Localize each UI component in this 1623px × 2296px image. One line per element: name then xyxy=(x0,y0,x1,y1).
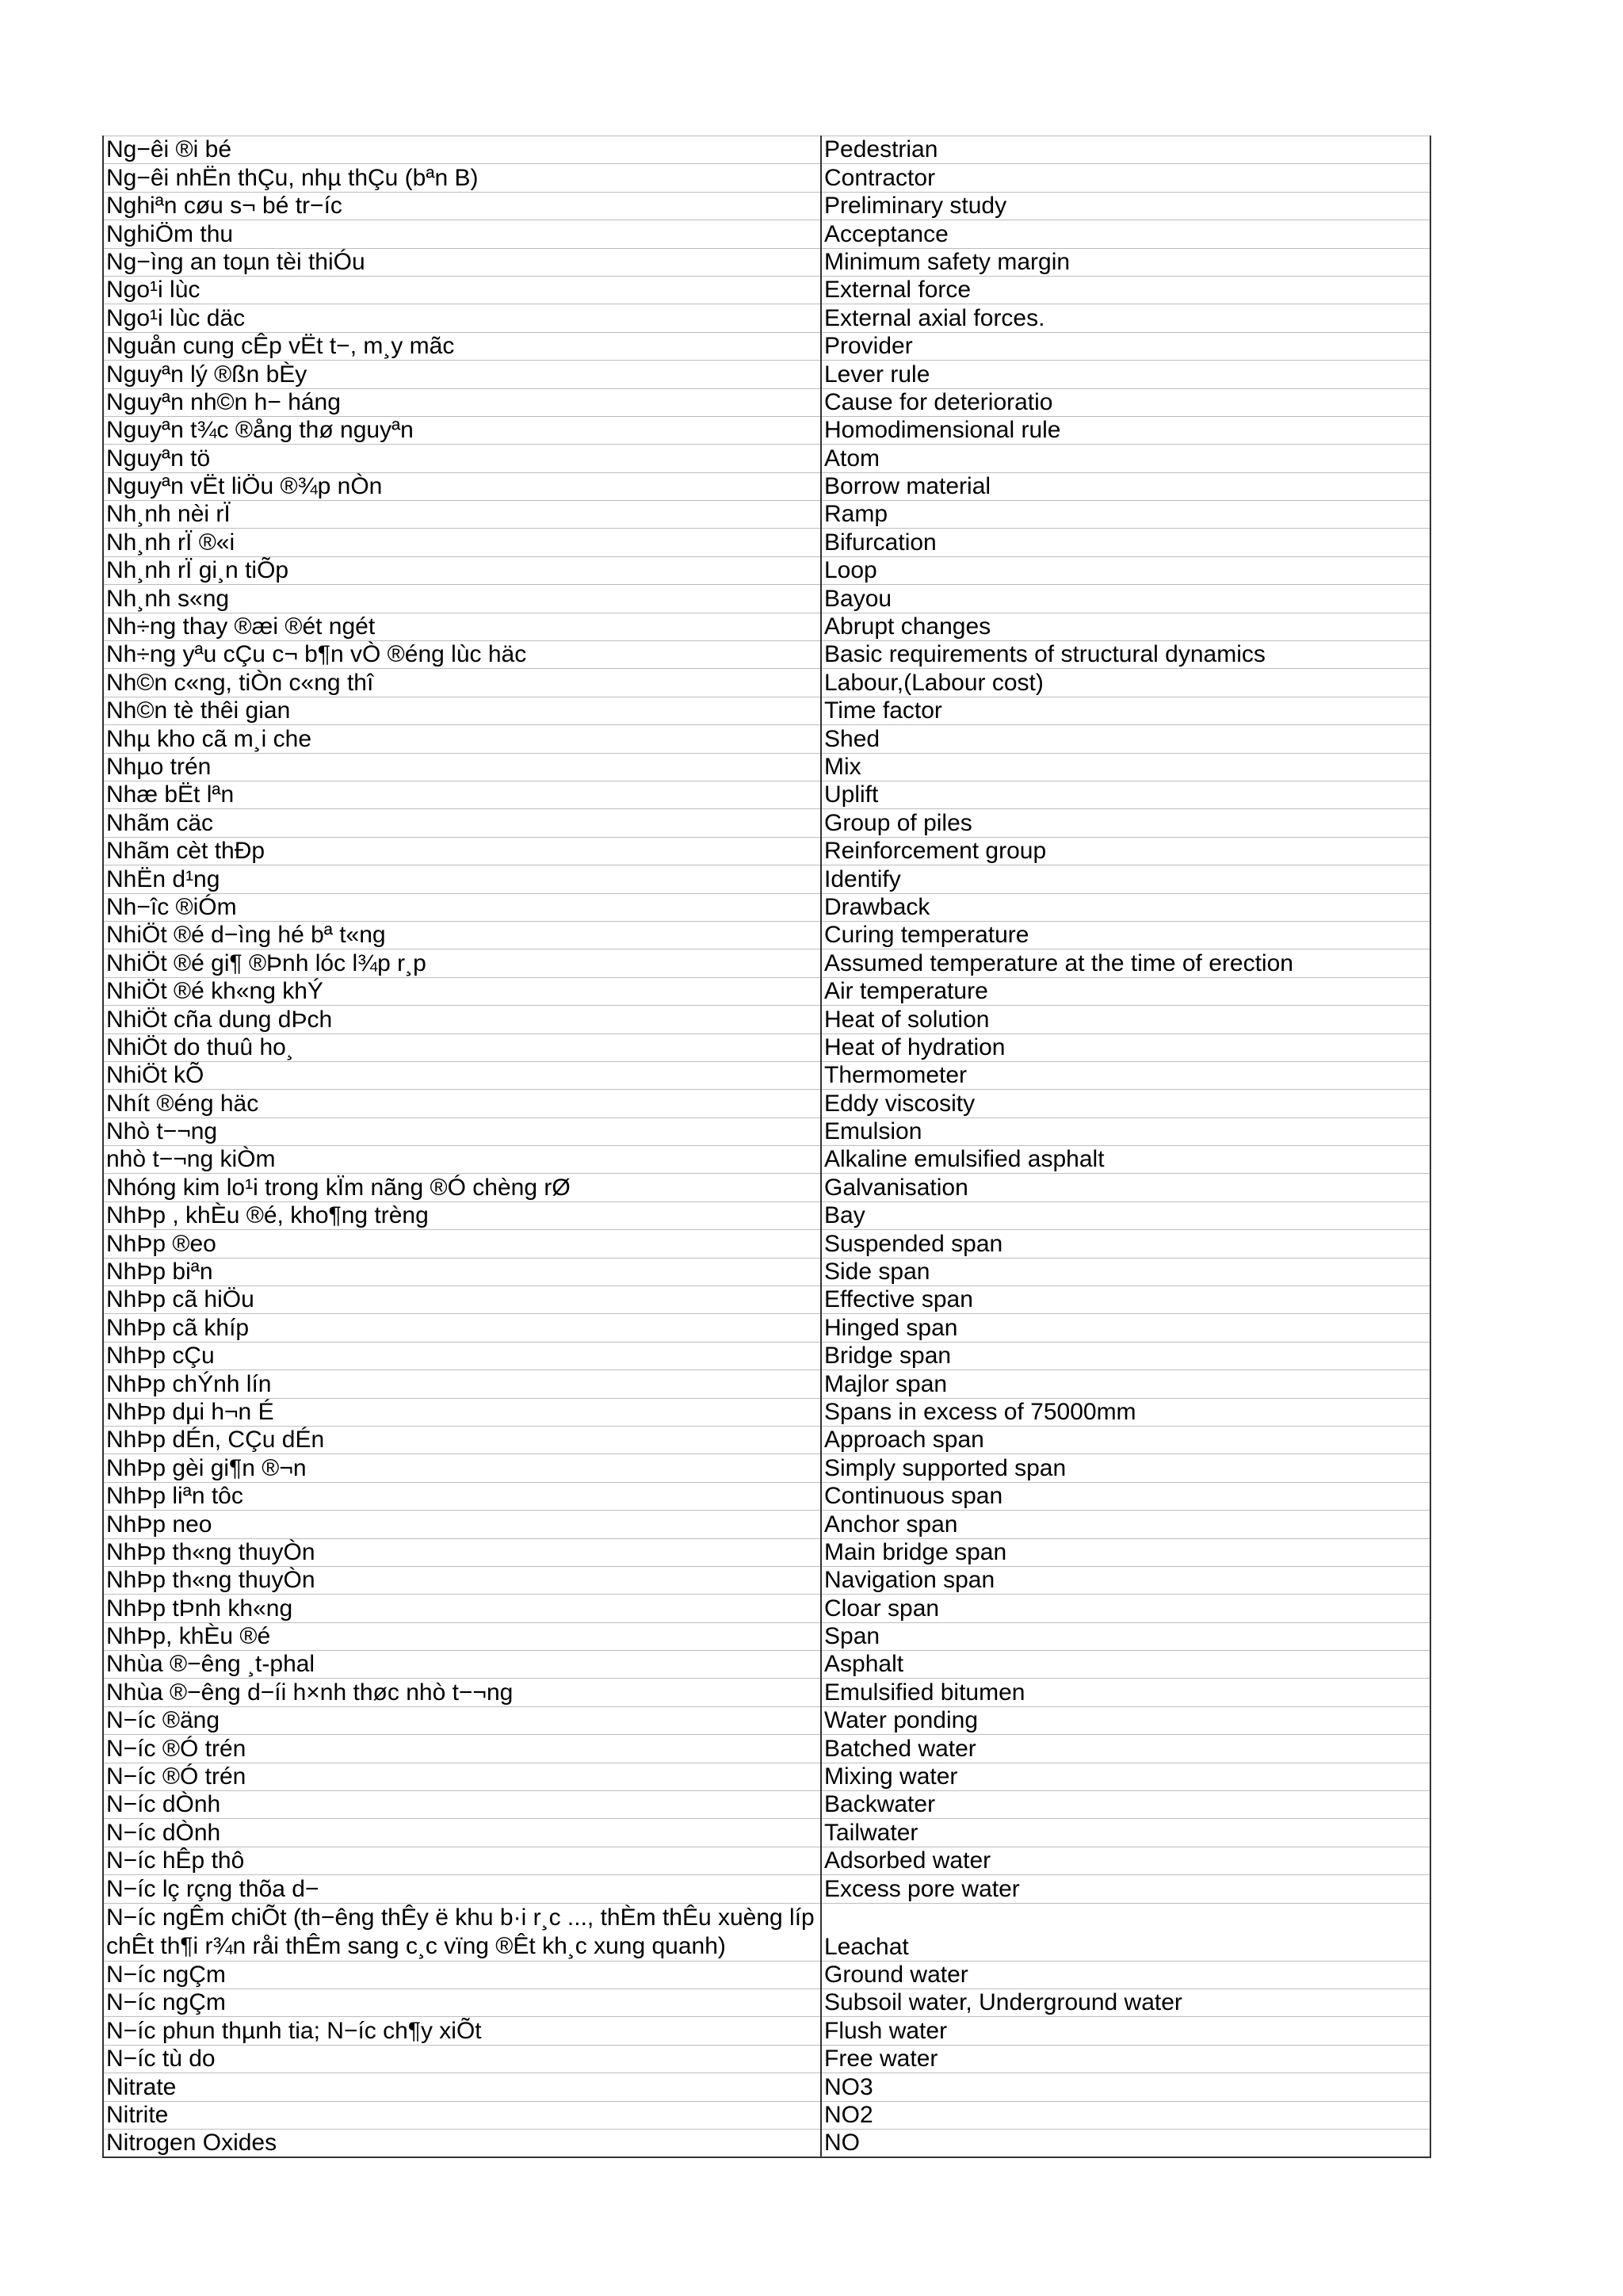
vietnamese-term: NhÞp liªn tôc xyxy=(103,1482,821,1510)
english-term: Pedestrian xyxy=(821,136,1430,164)
english-term: Reinforcement group xyxy=(821,837,1430,865)
english-term: Simply supported span xyxy=(821,1454,1430,1482)
english-term: Group of piles xyxy=(821,809,1430,837)
vietnamese-term: N−íc ngÊm chiÕt (th−êng thÊy ë khu b·i r¸c ..., thÈm thÊu xuèng líp chÊt th¶i r¾n råi thÊm sang c¸c vïng ®Êt kh¸c xung quanh) xyxy=(103,1903,821,1961)
table-row xyxy=(103,192,1430,220)
vietnamese-term: Nhãm cèt thÐp xyxy=(103,837,821,865)
english-term: Bifurcation xyxy=(821,529,1430,556)
english-term: Effective span xyxy=(821,1286,1430,1314)
vietnamese-term: Nh¸nh rÏ gi¸n tiÕp xyxy=(103,556,821,584)
table-row xyxy=(103,1117,1430,1145)
vietnamese-term: N−íc ®Ó trén xyxy=(103,1735,821,1763)
english-term: Emulsion xyxy=(821,1117,1430,1145)
vietnamese-term: Nhùa ®−êng ¸t-phal xyxy=(103,1651,821,1679)
table-row xyxy=(103,1370,1430,1398)
english-term: Subsoil water, Underground water xyxy=(821,1989,1430,2017)
vietnamese-term: NhËn d¹ng xyxy=(103,865,821,893)
table-row xyxy=(103,613,1430,640)
table-row xyxy=(103,1314,1430,1342)
vietnamese-term: nhò t−¬ng kiÒm xyxy=(103,1146,821,1174)
table-row xyxy=(103,1763,1430,1790)
table-row xyxy=(103,501,1430,529)
english-term: Heat of hydration xyxy=(821,1033,1430,1061)
vietnamese-term: Nhò t−¬ng xyxy=(103,1117,821,1145)
vietnamese-term: Nhµ kho cã m¸i che xyxy=(103,725,821,753)
english-term: Contractor xyxy=(821,164,1430,192)
english-term: Time factor xyxy=(821,697,1430,724)
vietnamese-term: Nh÷ng yªu cÇu c¬ b¶n vÒ ®éng lùc häc xyxy=(103,641,821,669)
english-term: Uplift xyxy=(821,781,1430,808)
english-term: Adsorbed water xyxy=(821,1847,1430,1874)
table-row xyxy=(103,585,1430,613)
vietnamese-term: NhiÖt do thuû ho¸ xyxy=(103,1033,821,1061)
table-row xyxy=(103,1146,1430,1174)
vietnamese-term: Ng−êi ®i bé xyxy=(103,136,821,164)
vietnamese-term: NhÞp gèi gi¶n ®¬n xyxy=(103,1454,821,1482)
vietnamese-term: Nghiªn cøu s¬ bé tr−íc xyxy=(103,192,821,220)
english-term: Mix xyxy=(821,753,1430,781)
vietnamese-term: Nhóng kim lo¹i trong kÏm nãng ®Ó chèng rØ xyxy=(103,1174,821,1201)
table-row xyxy=(103,1595,1430,1622)
glossary-table xyxy=(102,136,1431,2158)
vietnamese-term: N−íc ngÇm xyxy=(103,1961,821,1988)
vietnamese-term: NhÞp tÞnh kh«ng xyxy=(103,1595,821,1622)
english-term: Homodimensional rule xyxy=(821,416,1430,444)
table-row xyxy=(103,1061,1430,1089)
english-term: Approach span xyxy=(821,1426,1430,1454)
table-row xyxy=(103,1735,1430,1763)
table-row xyxy=(103,781,1430,808)
vietnamese-term: N−íc dÒnh xyxy=(103,1819,821,1847)
table-row xyxy=(103,220,1430,248)
table-row xyxy=(103,1847,1430,1874)
table-row xyxy=(103,1791,1430,1819)
vietnamese-term: N−íc hÊp thô xyxy=(103,1847,821,1874)
vietnamese-term: NhiÖt kÕ xyxy=(103,1061,821,1089)
english-term: Galvanisation xyxy=(821,1174,1430,1201)
english-term: Alkaline emulsified asphalt xyxy=(821,1146,1430,1174)
vietnamese-term: NhÞp ®eo xyxy=(103,1230,821,1258)
glossary-rows xyxy=(103,136,1430,2158)
table-row xyxy=(103,1342,1430,1370)
english-term: Identify xyxy=(821,865,1430,893)
vietnamese-term: NhÞp dÉn, CÇu dÉn xyxy=(103,1426,821,1454)
vietnamese-term: N−íc dÒnh xyxy=(103,1791,821,1819)
english-term: Abrupt changes xyxy=(821,613,1430,640)
vietnamese-term: N−íc ®Ó trén xyxy=(103,1763,821,1790)
vietnamese-term: N−íc ngÇm xyxy=(103,1989,821,2017)
vietnamese-term: NhÞp cÇu xyxy=(103,1342,821,1370)
english-term: Tailwater xyxy=(821,1819,1430,1847)
english-term: Span xyxy=(821,1622,1430,1650)
english-term: Loop xyxy=(821,556,1430,584)
table-row xyxy=(103,445,1430,472)
english-term: Free water xyxy=(821,2045,1430,2073)
table-row xyxy=(103,1286,1430,1314)
vietnamese-term: NhÞp cã hiÖu xyxy=(103,1286,821,1314)
vietnamese-term: NhÞp neo xyxy=(103,1511,821,1538)
table-row xyxy=(103,1511,1430,1538)
english-term: Excess pore water xyxy=(821,1875,1430,1903)
vietnamese-term: Ngo¹i lùc xyxy=(103,276,821,304)
english-term: Bayou xyxy=(821,585,1430,613)
vietnamese-term: Ngo¹i lùc däc xyxy=(103,304,821,332)
table-row xyxy=(103,1230,1430,1258)
table-row xyxy=(103,893,1430,921)
vietnamese-term: Nguyªn lý ®ßn bÈy xyxy=(103,361,821,388)
table-row xyxy=(103,304,1430,332)
vietnamese-term: Nhæ bËt lªn xyxy=(103,781,821,808)
english-term: NO2 xyxy=(821,2101,1430,2129)
vietnamese-term: NhÞp th«ng thuyÒn xyxy=(103,1566,821,1594)
english-term: Ground water xyxy=(821,1961,1430,1988)
vietnamese-term: Nguyªn vËt liÖu ®¾p nÒn xyxy=(103,472,821,500)
table-row xyxy=(103,1454,1430,1482)
table-row xyxy=(103,1538,1430,1566)
english-term: Acceptance xyxy=(821,220,1430,248)
english-term: Asphalt xyxy=(821,1651,1430,1679)
table-row xyxy=(103,921,1430,949)
vietnamese-term: N−íc lç rçng thõa d− xyxy=(103,1875,821,1903)
table-row xyxy=(103,669,1430,697)
vietnamese-term: Nh÷ng thay ®æi ®ét ngét xyxy=(103,613,821,640)
table-row xyxy=(103,1174,1430,1201)
table-row xyxy=(103,1201,1430,1229)
table-row xyxy=(103,1566,1430,1594)
table-row xyxy=(103,1622,1430,1650)
english-term: Thermometer xyxy=(821,1061,1430,1089)
table-row xyxy=(103,1819,1430,1847)
english-term: Cause for deterioratio xyxy=(821,388,1430,416)
vietnamese-term: Nh−îc ®iÓm xyxy=(103,893,821,921)
table-row xyxy=(103,1651,1430,1679)
vietnamese-term: Nh©n tè thêi gian xyxy=(103,697,821,724)
vietnamese-term: Nh©n c«ng, tiÒn c«ng thî xyxy=(103,669,821,697)
table-row xyxy=(103,2017,1430,2045)
english-term: Main bridge span xyxy=(821,1538,1430,1566)
vietnamese-term: Nitrite xyxy=(103,2101,821,2129)
vietnamese-term: Nitrogen Oxides xyxy=(103,2129,821,2157)
vietnamese-term: NhiÖt ®é gi¶ ®Þnh lóc l¾p r¸p xyxy=(103,949,821,977)
vietnamese-term: Nhùa ®−êng d−íi h×nh thøc nhò t−¬ng xyxy=(103,1679,821,1706)
table-row xyxy=(103,248,1430,276)
vietnamese-term: NhiÖt ®é kh«ng khÝ xyxy=(103,977,821,1005)
english-term: External axial forces. xyxy=(821,304,1430,332)
english-term: Provider xyxy=(821,332,1430,360)
table-row xyxy=(103,1875,1430,1903)
vietnamese-term: Nhµo trén xyxy=(103,753,821,781)
table-row xyxy=(103,2045,1430,2073)
english-term: Preliminary study xyxy=(821,192,1430,220)
table-row xyxy=(103,697,1430,724)
english-term: Curing temperature xyxy=(821,921,1430,949)
table-row xyxy=(103,1482,1430,1510)
english-term: Atom xyxy=(821,445,1430,472)
table-row xyxy=(103,1006,1430,1033)
vietnamese-term: Ng−ìng an toµn tèi thiÓu xyxy=(103,248,821,276)
english-term: External force xyxy=(821,276,1430,304)
table-row xyxy=(103,1033,1430,1061)
english-term: Spans in excess of 75000mm xyxy=(821,1398,1430,1426)
vietnamese-term: Nh¸nh s«ng xyxy=(103,585,821,613)
table-row xyxy=(103,1398,1430,1426)
table-row xyxy=(103,2073,1430,2101)
vietnamese-term: NhÞp biªn xyxy=(103,1258,821,1286)
glossary-sheet xyxy=(102,136,1430,2158)
table-row xyxy=(103,641,1430,669)
english-term: Side span xyxy=(821,1258,1430,1286)
table-row xyxy=(103,1679,1430,1706)
table-row xyxy=(103,1706,1430,1734)
english-term: Air temperature xyxy=(821,977,1430,1005)
english-term: Shed xyxy=(821,725,1430,753)
vietnamese-term: NhiÖt cña dung dÞch xyxy=(103,1006,821,1033)
table-row xyxy=(103,164,1430,192)
english-term: Assumed temperature at the time of erection xyxy=(821,949,1430,977)
english-term: Anchor span xyxy=(821,1511,1430,1538)
english-term: Batched water xyxy=(821,1735,1430,1763)
table-row xyxy=(103,753,1430,781)
vietnamese-term: N−íc ®äng xyxy=(103,1706,821,1734)
english-term: Emulsified bitumen xyxy=(821,1679,1430,1706)
vietnamese-term: NghiÖm thu xyxy=(103,220,821,248)
table-row xyxy=(103,949,1430,977)
table-row xyxy=(103,529,1430,556)
english-term: Labour,(Labour cost) xyxy=(821,669,1430,697)
english-term: Basic requirements of structural dynamics xyxy=(821,641,1430,669)
english-term: Eddy viscosity xyxy=(821,1090,1430,1117)
table-row xyxy=(103,1989,1430,2017)
english-term: Lever rule xyxy=(821,361,1430,388)
vietnamese-term: Nguyªn nh©n h− háng xyxy=(103,388,821,416)
vietnamese-term: NhÞp th«ng thuyÒn xyxy=(103,1538,821,1566)
english-term: Mixing water xyxy=(821,1763,1430,1790)
english-term: Navigation span xyxy=(821,1566,1430,1594)
english-term: Suspended span xyxy=(821,1230,1430,1258)
english-term: Cloar span xyxy=(821,1595,1430,1622)
english-term: Leachat xyxy=(821,1903,1430,1961)
table-row xyxy=(103,416,1430,444)
english-term: NO3 xyxy=(821,2073,1430,2101)
english-term: Ramp xyxy=(821,501,1430,529)
vietnamese-term: Nhãm cäc xyxy=(103,809,821,837)
vietnamese-term: Nitrate xyxy=(103,2073,821,2101)
table-row xyxy=(103,136,1430,164)
table-row xyxy=(103,472,1430,500)
vietnamese-term: NhÞp , khÈu ®é, kho¶ng trèng xyxy=(103,1201,821,1229)
table-row xyxy=(103,361,1430,388)
table-row xyxy=(103,809,1430,837)
vietnamese-term: NhÞp, khÈu ®é xyxy=(103,1622,821,1650)
english-term: Backwater xyxy=(821,1791,1430,1819)
table-row xyxy=(103,725,1430,753)
english-term: Continuous span xyxy=(821,1482,1430,1510)
english-term: Heat of solution xyxy=(821,1006,1430,1033)
english-term: Majlor span xyxy=(821,1370,1430,1398)
table-row xyxy=(103,977,1430,1005)
table-row xyxy=(103,1961,1430,1988)
english-term: Flush water xyxy=(821,2017,1430,2045)
table-row xyxy=(103,2129,1430,2157)
table-row xyxy=(103,276,1430,304)
vietnamese-term: NhÞp dµi h¬n É xyxy=(103,1398,821,1426)
english-term: Bay xyxy=(821,1201,1430,1229)
english-term: Drawback xyxy=(821,893,1430,921)
vietnamese-term: Nhít ®éng häc xyxy=(103,1090,821,1117)
table-row xyxy=(103,865,1430,893)
english-term: Minimum safety margin xyxy=(821,248,1430,276)
vietnamese-term: Nguyªn t¾c ®ång thø nguyªn xyxy=(103,416,821,444)
vietnamese-term: Nh¸nh nèi rÏ xyxy=(103,501,821,529)
table-row xyxy=(103,332,1430,360)
table-row xyxy=(103,388,1430,416)
english-term: Bridge span xyxy=(821,1342,1430,1370)
english-term: Borrow material xyxy=(821,472,1430,500)
vietnamese-term: N−íc phun thµnh tia; N−íc ch¶y xiÕt xyxy=(103,2017,821,2045)
vietnamese-term: NhÞp chÝnh lín xyxy=(103,1370,821,1398)
vietnamese-term: NhiÖt ®é d−ìng hé bª t«ng xyxy=(103,921,821,949)
table-row xyxy=(103,837,1430,865)
english-term: Hinged span xyxy=(821,1314,1430,1342)
vietnamese-term: Nguån cung cÊp vËt t−, m¸y mãc xyxy=(103,332,821,360)
table-row xyxy=(103,1426,1430,1454)
vietnamese-term: Ng−êi nhËn thÇu, nhµ thÇu (bªn B) xyxy=(103,164,821,192)
vietnamese-term: Nguyªn tö xyxy=(103,445,821,472)
vietnamese-term: NhÞp cã khíp xyxy=(103,1314,821,1342)
table-row xyxy=(103,1090,1430,1117)
table-row xyxy=(103,1258,1430,1286)
table-row xyxy=(103,556,1430,584)
english-term: Water ponding xyxy=(821,1706,1430,1734)
vietnamese-term: Nh¸nh rÏ ®«i xyxy=(103,529,821,556)
table-row xyxy=(103,1903,1430,1961)
vietnamese-term: N−íc tù do xyxy=(103,2045,821,2073)
table-row xyxy=(103,2101,1430,2129)
english-term: NO xyxy=(821,2129,1430,2157)
